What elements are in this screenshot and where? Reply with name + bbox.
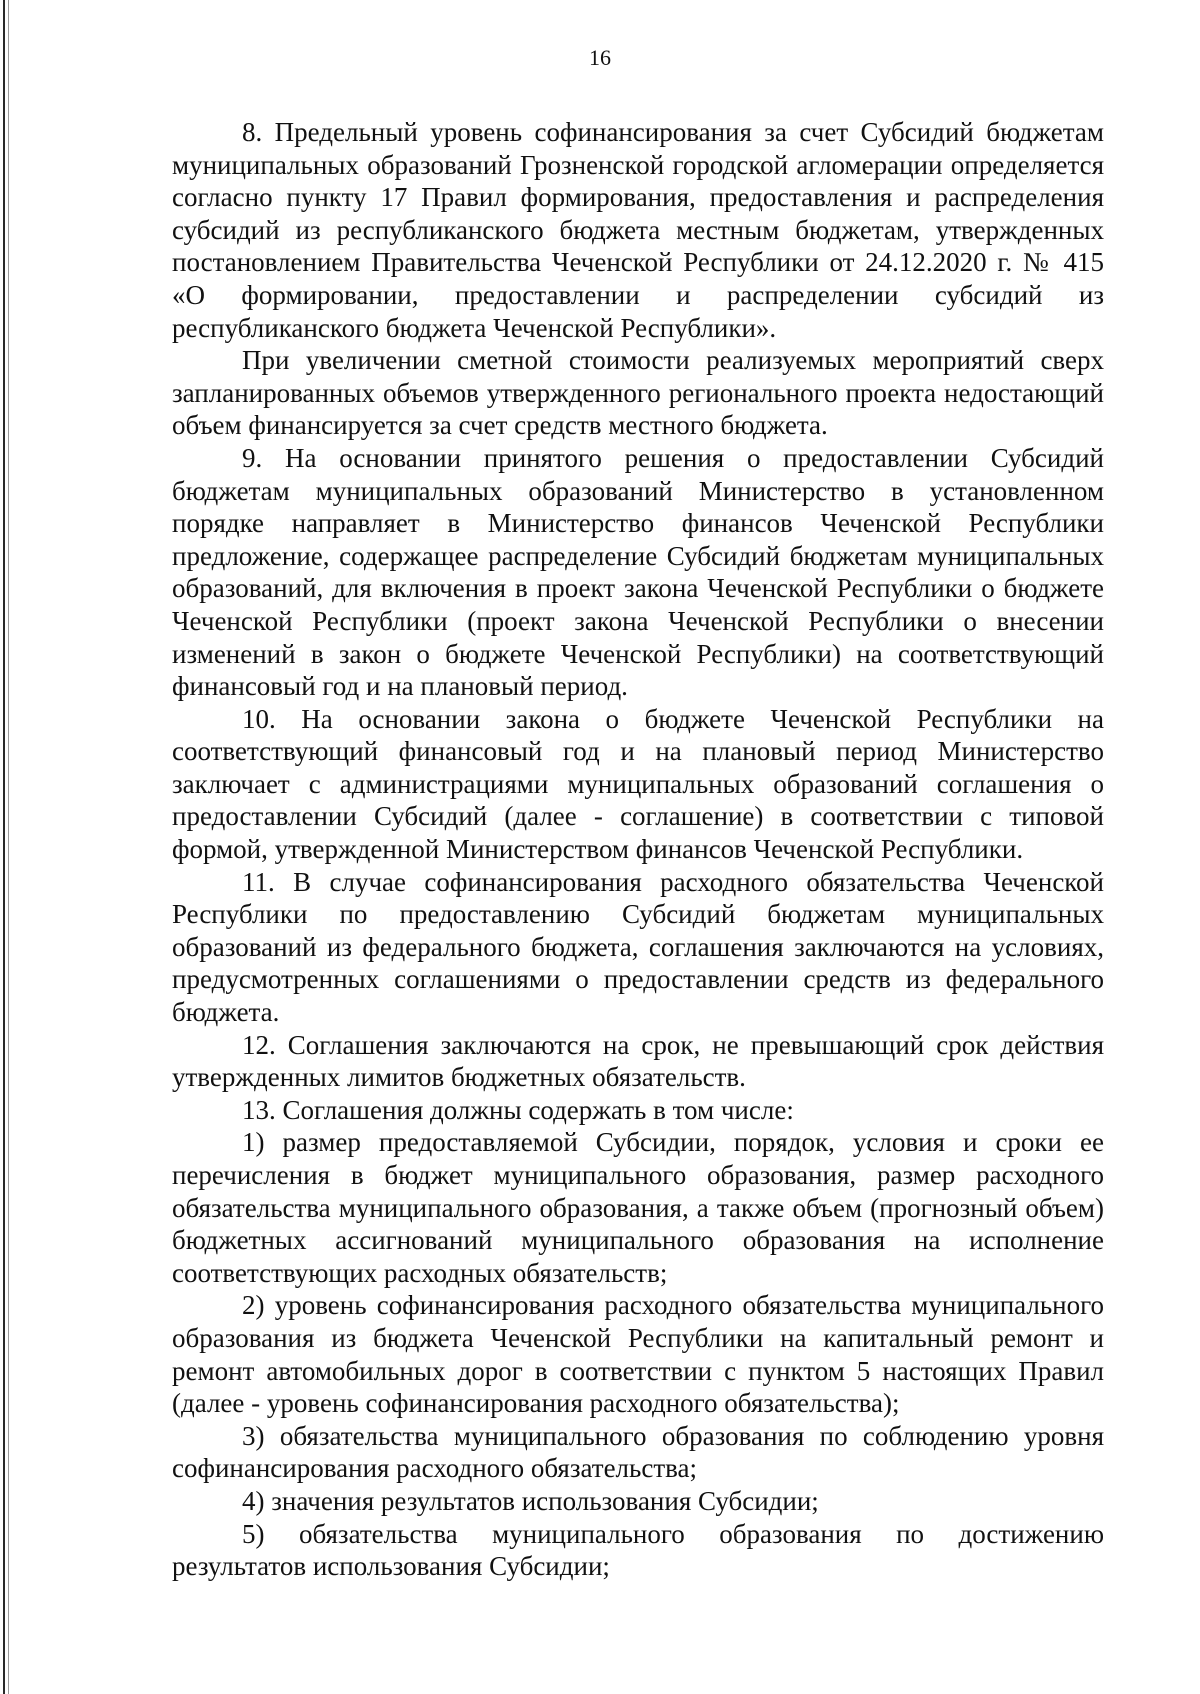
document-body — [172, 116, 1104, 1583]
paragraph-10: 10. На основании закона о бюджете Чеченской Республики на соответствующий финансовый год и на плановый период Министерство заключает с администрациями муниципальных образований соглашения о предоставлении Субсидий (далее - соглашение) в соответствии с типовой формой, утвержденной Министерством финансов Чеченской Республики. — [172, 703, 1104, 865]
paragraph-8: 8. Предельный уровень софинансирования за счет Субсидий бюджетам муниципальных образований Грозненской городской агломерации определяется согласно пункту 17 Правил формирования, предоставления и распределения субсидий из республиканского бюджета местным бюджетам, утвержденных постановлением Правительства Чеченской Республики от 24.12.2020 г. № 415 «О формировании, предоставлении и распределении субсидий из республиканского бюджета Чеченской Республики». — [172, 117, 1104, 343]
list-item-1: 1) размер предоставляемой Субсидии, порядок, условия и сроки ее перечисления в бюджет муниципального образования, размер расходного обязательства муниципального образования, а также объем (прогнозный объем) бюджетных ассигнований муниципального образования на исполнение соответствующих расходных обязательств; — [172, 1127, 1104, 1288]
paragraph-13: 13. Соглашения должны содержать в том числе: — [242, 1094, 794, 1125]
paragraph-11: 11. В случае софинансирования расходного обязательства Чеченской Республики по предоставлению Субсидий бюджетам муниципальных образований из федерального бюджета, соглашения заключаются на условиях, предусмотренных соглашениями о предоставлении средств из федерального бюджета. — [172, 866, 1104, 1028]
list-item-5: 5) обязательства муниципального образования по достижению результатов использования Субсидии; — [172, 1518, 1104, 1582]
scan-edge — [0, 0, 14, 1694]
paragraph-8-continuation: При увеличении сметной стоимости реализуемых мероприятий сверх запланированных объемов утвержденного регионального проекта недостающий объем финансируется за счет средств местного бюджета. — [172, 345, 1104, 441]
list-item-2: 2) уровень софинансирования расходного обязательства муниципального образования из бюджета Чеченской Республики на капитальный ремонт и ремонт автомобильных дорог в соответствии с пунктом 5 настоящих Правил (далее - уровень софинансирования расходного обязательства); — [172, 1290, 1104, 1419]
paragraph-12: 12. Соглашения заключаются на срок, не превышающий срок действия утвержденных лимитов бюджетных обязательств. — [172, 1029, 1104, 1093]
list-item-3: 3) обязательства муниципального образования по соблюдению уровня софинансирования расходного обязательства; — [172, 1420, 1104, 1484]
scan-edge-line — [8, 0, 9, 1694]
scan-edge-line — [3, 0, 5, 1694]
paragraph-9: 9. На основании принятого решения о предоставлении Субсидий бюджетам муниципальных образований Министерство в установленном порядке направляет в Министерство финансов Чеченской Республики предложение, содержащее распределение Субсидий бюджетам муниципальных образований, для включения в проект закона Чеченской Республики о бюджете Чеченской Республики (проект закона Чеченской Республики о внесении изменений в закон о бюджете Чеченской Республики) на соответствующий финансовый год и на плановый период. — [172, 442, 1104, 702]
page-number: 16 — [589, 45, 611, 70]
list-item-4: 4) значения результатов использования Субсидии; — [242, 1485, 819, 1516]
